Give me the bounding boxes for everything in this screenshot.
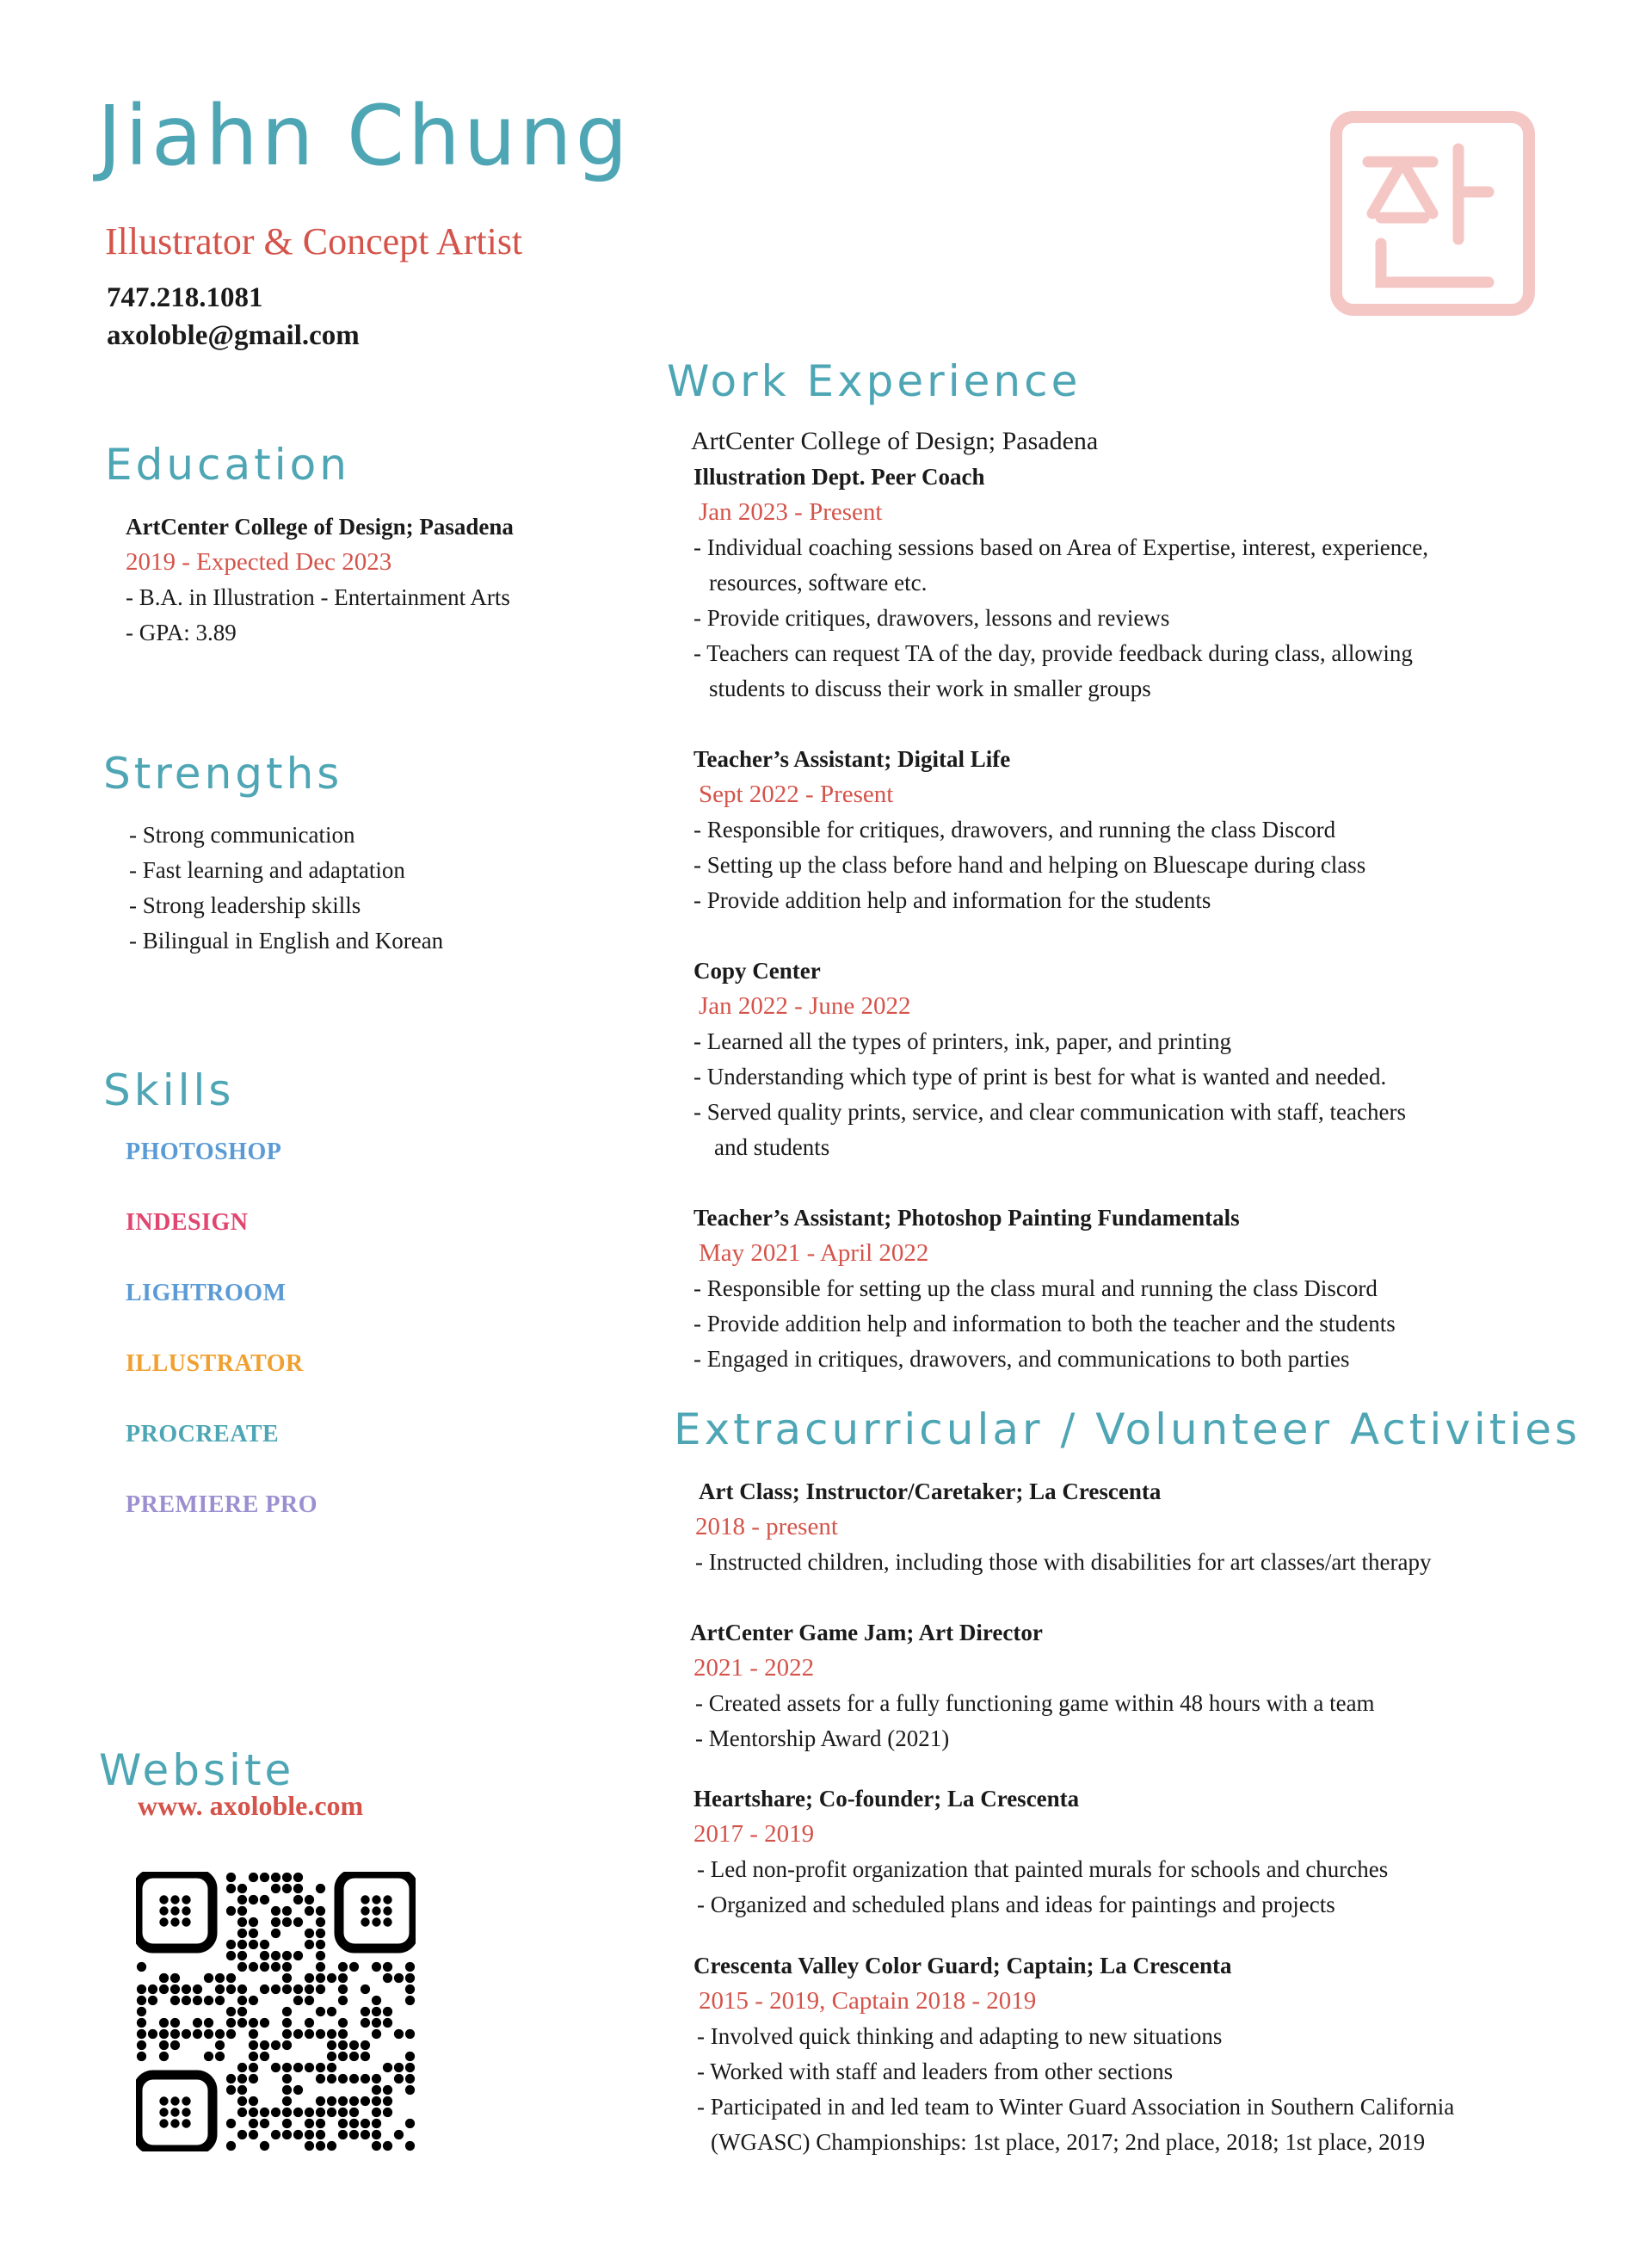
strength-item: - Strong communication <box>129 822 355 848</box>
job-bullet: - Learned all the types of printers, ink, paper, and printing <box>693 1028 1231 1054</box>
strength-item: - Bilingual in English and Korean <box>129 928 444 954</box>
job-entry <box>693 742 1365 918</box>
activity-dates: 2018 - present <box>695 1513 838 1540</box>
job-entry <box>693 460 1428 707</box>
activity-bullet: - Mentorship Award (2021) <box>695 1725 950 1751</box>
activity-entry <box>693 1781 1388 1923</box>
activity-entry <box>690 1615 1375 1756</box>
activity-role: ArtCenter Game Jam; Art Director <box>690 1620 1043 1645</box>
strengths-heading: Strengths <box>103 749 343 799</box>
activity-bullet: - Participated in and led team to Winter Guard Association in Southern California <box>697 2094 1455 2120</box>
activity-bullet: - Organized and scheduled plans and ideas for paintings and projects <box>697 1892 1335 1917</box>
work-experience-heading: Work Experience <box>667 356 1082 406</box>
activity-bullet: - Instructed children, including those with disabilities for art classes/art therapy <box>695 1549 1432 1575</box>
job-dates: Jan 2022 - June 2022 <box>699 992 911 1020</box>
activity-bullet: - Involved quick thinking and adapting to new situations <box>697 2023 1223 2049</box>
name-seal-stamp <box>1329 110 1536 317</box>
job-dates: May 2021 - April 2022 <box>699 1239 929 1267</box>
skill-premiere-pro: PREMIERE PRO <box>126 1491 317 1518</box>
education-dates: 2019 - Expected Dec 2023 <box>126 548 392 576</box>
skill-procreate: PROCREATE <box>126 1421 280 1447</box>
job-bullet: - Provide addition help and information to both the teacher and the students <box>693 1311 1396 1336</box>
activity-role: Art Class; Instructor/Caretaker; La Crescenta <box>699 1478 1162 1504</box>
education-item: - GPA: 3.89 <box>126 620 237 645</box>
job-dates: Sept 2022 - Present <box>699 781 894 808</box>
extracurricular-heading: Extracurricular / Volunteer Activities <box>674 1404 1581 1454</box>
phone-number: 747.218.1081 <box>107 282 263 313</box>
education-school: ArtCenter College of Design; Pasadena <box>126 514 514 540</box>
job-bullet: resources, software etc. <box>709 570 928 596</box>
job-dates: Jan 2023 - Present <box>699 498 883 526</box>
skill-photoshop: PHOTOSHOP <box>126 1139 282 1165</box>
job-bullet: - Served quality prints, service, and clear communication with staff, teachers <box>693 1099 1406 1125</box>
activity-entry <box>695 1474 1432 1580</box>
activity-bullet: - Created assets for a fully functioning game within 48 hours with a team <box>695 1690 1375 1716</box>
job-bullet: - Teachers can request TA of the day, provide feedback during class, allowing <box>693 640 1413 666</box>
education-heading: Education <box>105 440 350 490</box>
website-heading: Website <box>99 1745 295 1795</box>
job-bullet: - Setting up the class before hand and helping on Bluescape during class <box>693 852 1366 878</box>
job-bullet: and students <box>714 1134 830 1160</box>
website-link[interactable]: www. axoloble.com <box>138 1790 364 1821</box>
activity-bullet: (WGASC) Championships: 1st place, 2017; 2nd place, 2018; 1st place, 2019 <box>711 2129 1426 2155</box>
job-bullet: - Engaged in critiques, drawovers, and communications to both parties <box>693 1346 1350 1372</box>
activity-role: Crescenta Valley Color Guard; Captain; La Crescenta <box>693 1953 1232 1978</box>
job-entry <box>693 954 1406 1165</box>
job-bullet: - Provide addition help and information for the students <box>693 887 1211 913</box>
job-role: Teacher’s Assistant; Photoshop Painting Fundamentals <box>693 1205 1240 1231</box>
activity-dates: 2021 - 2022 <box>693 1654 815 1682</box>
job-bullet: students to discuss their work in smaller groups <box>709 676 1151 701</box>
activity-entry <box>693 1948 1454 2160</box>
skill-illustrator: ILLUSTRATOR <box>126 1350 304 1377</box>
job-bullet: - Individual coaching sessions based on Area of Expertise, interest, experience, <box>693 534 1428 560</box>
resume-name: Jiahn Chung <box>97 88 632 184</box>
activity-bullet: - Led non-profit organization that painted murals for schools and churches <box>697 1856 1389 1882</box>
job-bullet: - Responsible for setting up the class mural and running the class Discord <box>693 1275 1378 1301</box>
job-role: Teacher’s Assistant; Digital Life <box>693 746 1011 772</box>
website-qr-code[interactable] <box>136 1872 416 2151</box>
strength-item: - Strong leadership skills <box>129 892 361 918</box>
job-bullet: - Provide critiques, drawovers, lessons and reviews <box>693 605 1170 631</box>
skills-heading: Skills <box>103 1065 235 1115</box>
education-item: - B.A. in Illustration - Entertainment Arts <box>126 584 510 610</box>
resume-title: Illustrator & Concept Artist <box>105 220 523 262</box>
strength-item: - Fast learning and adaptation <box>129 857 405 883</box>
skill-indesign: INDESIGN <box>126 1209 249 1236</box>
activity-dates: 2017 - 2019 <box>693 1820 815 1848</box>
activity-dates: 2015 - 2019, Captain 2018 - 2019 <box>699 1987 1037 2015</box>
activity-bullet: - Worked with staff and leaders from other sections <box>697 2059 1174 2084</box>
job-entry <box>693 1201 1396 1377</box>
job-bullet: - Responsible for critiques, drawovers, and running the class Discord <box>693 817 1336 843</box>
job-role: Illustration Dept. Peer Coach <box>693 464 985 490</box>
skill-lightroom: LIGHTROOM <box>126 1280 287 1306</box>
strengths-list <box>129 818 443 959</box>
activity-role: Heartshare; Co-founder; La Crescenta <box>693 1786 1080 1812</box>
job-role: Copy Center <box>693 958 821 984</box>
work-organization: ArtCenter College of Design; Pasadena <box>691 427 1099 455</box>
email-address[interactable]: axoloble@gmail.com <box>107 320 360 351</box>
education-block <box>126 509 514 651</box>
job-bullet: - Understanding which type of print is best for what is wanted and needed. <box>693 1064 1387 1089</box>
